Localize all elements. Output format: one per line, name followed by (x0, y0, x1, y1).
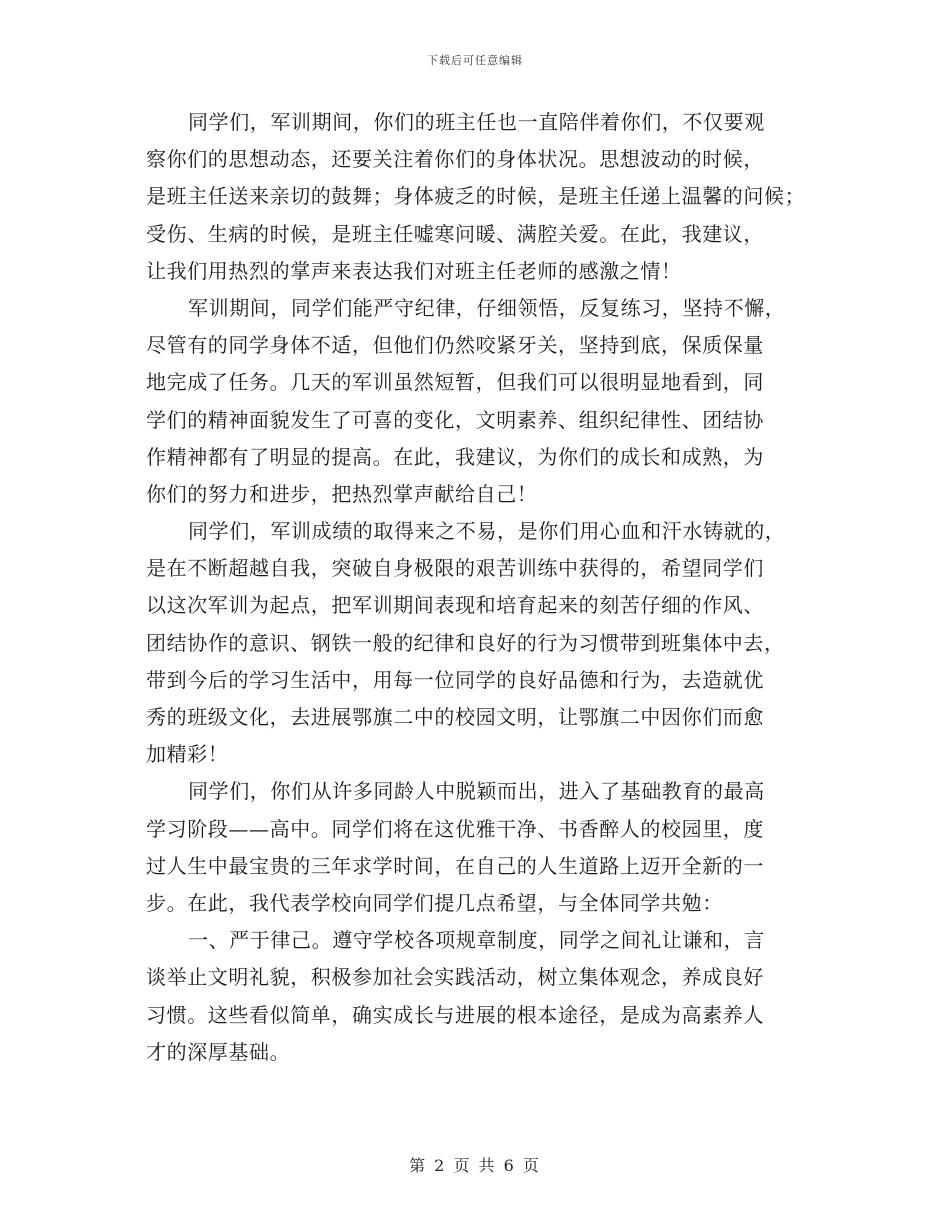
text-line: 作精神都有了明显的提高。在此，我建议，为你们的成长和成熟，为 (146, 444, 764, 469)
document-body (146, 104, 816, 1071)
text-line: 团结协作的意识、钢铁一般的纪律和良好的行为习惯带到班集体中去， (146, 630, 785, 655)
text-line: 是在不断超越自我，突破自身极限的艰苦训练中获得的，希望同学们 (146, 556, 764, 581)
paragraph (146, 290, 816, 513)
paragraph (146, 104, 816, 290)
text-line: 步。在此，我代表学校向同学们提几点希望，与全体同学共勉： (146, 890, 723, 915)
text-line: 学们的精神面貌发生了可喜的变化，文明素养、组织纪律性、团结协 (146, 407, 764, 432)
text-line: 过人生中最宝贵的三年求学时间，在自己的人生道路上迈开全新的一 (146, 853, 764, 878)
text-line: 才的深厚基础。 (146, 1039, 291, 1064)
text-line: 同学们，军训成绩的取得来之不易，是你们用心血和汗水铸就的， (188, 519, 786, 544)
text-line: 加精彩！ (146, 742, 229, 767)
text-line: 地完成了任务。几天的军训虽然短暂，但我们可以很明显地看到，同 (146, 370, 764, 395)
text-line: 察你们的思想动态，还要关注着你们的身体状况。思想波动的时候， (146, 147, 764, 172)
text-line: 同学们，军训期间，你们的班主任也一直陪伴着你们，不仅要观 (188, 110, 765, 134)
paragraph (146, 773, 816, 922)
text-line: 以这次军训为起点，把军训期间表现和培育起来的刻苦仔细的作风、 (146, 593, 764, 618)
text-line: 是班主任送来亲切的鼓舞；身体疲乏的时候，是班主任递上温馨的问候； (146, 184, 806, 209)
text-line: 受伤、生病的时候，是班主任嘘寒问暖、满腔关爱。在此，我建议， (146, 221, 764, 246)
text-line: 习惯。这些看似简单，确实成长与进展的根本途径，是成为高素养人 (146, 1002, 764, 1027)
text-line: 军训期间，同学们能严守纪律，仔细领悟，反复练习，坚持不懈， (188, 295, 786, 320)
paragraph (146, 513, 816, 773)
text-line: 你们的努力和进步，把热烈掌声献给自己！ (146, 481, 538, 506)
text-line: 秀的班级文化，去进展鄂旗二中的校园文明，让鄂旗二中因你们而愈 (146, 705, 764, 729)
text-line: 谈举止文明礼貌，积极参加社会实践活动，树立集体观念，养成良好 (146, 965, 764, 990)
text-line: 学习阶段——高中。同学们将在这优雅干净、书香醉人的校园里，度 (146, 816, 764, 841)
text-line: 尽管有的同学身体不适，但他们仍然咬紧牙关，坚持到底，保质保量 (146, 333, 764, 358)
paragraph (146, 922, 816, 1071)
page-number: 第 2 页 共 6 页 (409, 1156, 541, 1175)
text-line: 同学们，你们从许多同龄人中脱颖而出，进入了基础教育的最高 (188, 779, 765, 804)
text-line: 一、严于律己。遵守学校各项规章制度，同学之间礼让谦和，言 (188, 928, 765, 953)
text-line: 带到今后的学习生活中，用每一位同学的良好品德和行为，去造就优 (146, 667, 764, 692)
header-note: 下载后可任意编辑 (427, 54, 523, 67)
text-line: 让我们用热烈的掌声来表达我们对班主任老师的感激之情！ (146, 258, 682, 283)
